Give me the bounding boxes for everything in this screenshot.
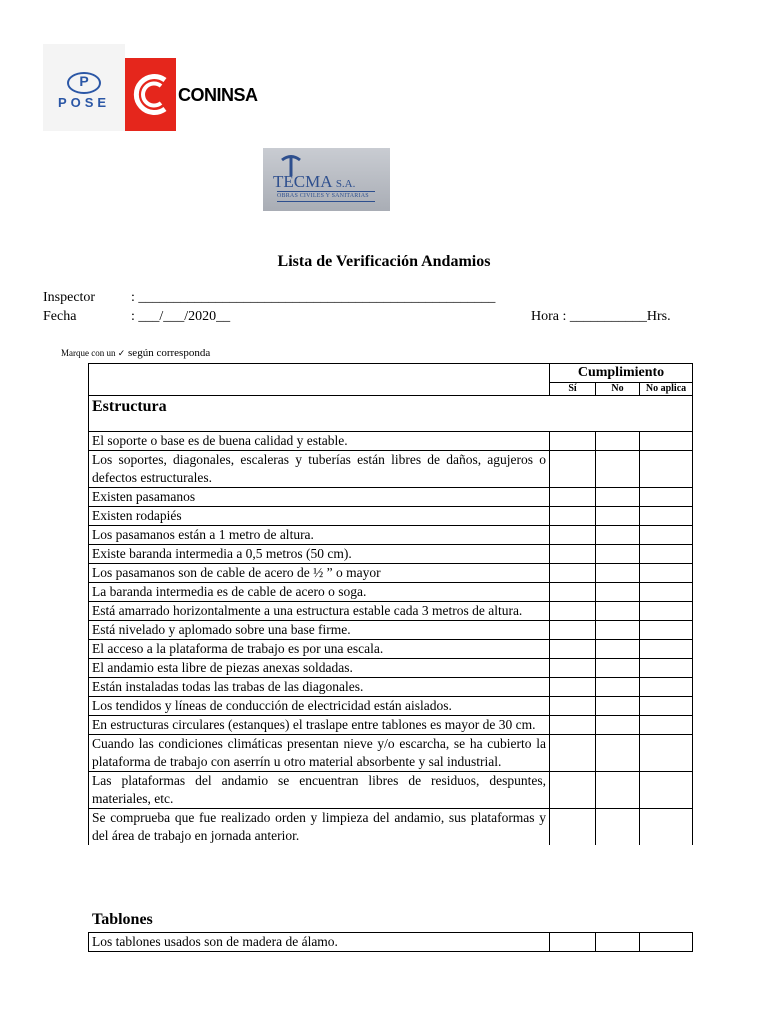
checkbox-no[interactable]	[596, 933, 640, 952]
checklist-item: Existen rodapiés	[89, 507, 550, 526]
table-row	[89, 772, 693, 809]
checkbox-no[interactable]	[596, 659, 640, 678]
table-row	[89, 621, 693, 640]
checkbox-na[interactable]	[640, 451, 693, 488]
checkbox-yes[interactable]	[550, 451, 596, 488]
checkbox-na[interactable]	[640, 488, 693, 507]
checkbox-na[interactable]	[640, 659, 693, 678]
checklist-table-tablones	[88, 932, 693, 952]
checkbox-yes[interactable]	[550, 583, 596, 602]
coninsa-logo-mark	[125, 58, 176, 131]
date-label: Fecha	[43, 309, 77, 324]
checkbox-na[interactable]	[640, 697, 693, 716]
checklist-item: Está nivelado y aplomado sobre una base firme.	[89, 621, 550, 640]
checklist-item: Las plataformas del andamio se encuentran libres de residuos, despuntes, materiales, etc.	[89, 772, 550, 809]
checkbox-yes[interactable]	[550, 772, 596, 809]
checklist-item: El acceso a la plataforma de trabajo es por una escala.	[89, 640, 550, 659]
checkbox-yes[interactable]	[550, 526, 596, 545]
table-row	[89, 488, 693, 507]
checkbox-no[interactable]	[596, 564, 640, 583]
na-column-header: No aplica	[640, 383, 693, 396]
inspector-label: Inspector	[43, 290, 96, 305]
time-field[interactable]: Hora : ___________Hrs.	[531, 309, 671, 324]
checkbox-no[interactable]	[596, 432, 640, 451]
checkbox-na[interactable]	[640, 545, 693, 564]
checkbox-no[interactable]	[596, 809, 640, 846]
checkbox-na[interactable]	[640, 564, 693, 583]
tecma-logo-tagline: OBRAS CIVILES Y SANITARIAS	[277, 193, 369, 199]
checkbox-no[interactable]	[596, 507, 640, 526]
yes-column-header: Sí	[550, 383, 596, 396]
checkbox-na[interactable]	[640, 526, 693, 545]
date-field[interactable]: : ___/___/2020__	[131, 309, 231, 324]
table-row	[89, 432, 693, 451]
checkbox-yes[interactable]	[550, 659, 596, 678]
table-row	[89, 716, 693, 735]
table-row	[89, 602, 693, 621]
checklist-item: Están instaladas todas las trabas de las diagonales.	[89, 678, 550, 697]
checkbox-na[interactable]	[640, 621, 693, 640]
checklist-item: Los soportes, diagonales, escaleras y tuberías están libres de daños, agujeros o defectos estructurales.	[89, 451, 550, 488]
checklist-item: Los tendidos y líneas de conducción de electricidad están aislados.	[89, 697, 550, 716]
checklist-item: El andamio esta libre de piezas anexas soldadas.	[89, 659, 550, 678]
table-row	[89, 640, 693, 659]
checklist-item: Cuando las condiciones climáticas presentan nieve y/o escarcha, se ha cubierto la plataforma de trabajo con aserrín u otro material absorbente y sal industrial.	[89, 735, 550, 772]
checkbox-na[interactable]	[640, 507, 693, 526]
checkbox-na[interactable]	[640, 772, 693, 809]
checkbox-no[interactable]	[596, 716, 640, 735]
checkbox-yes[interactable]	[550, 488, 596, 507]
checklist-item: En estructuras circulares (estanques) el traslape entre tablones es mayor de 30 cm.	[89, 716, 550, 735]
checklist-item: La baranda intermedia es de cable de acero o soga.	[89, 583, 550, 602]
checkbox-na[interactable]	[640, 432, 693, 451]
pose-logo-text: POSE	[57, 95, 111, 110]
checkbox-yes[interactable]	[550, 564, 596, 583]
checkbox-yes[interactable]	[550, 640, 596, 659]
checkbox-yes[interactable]	[550, 602, 596, 621]
instruction-text: Marque con un ✓ según corresponda	[61, 347, 211, 359]
pose-logo-letter: P	[79, 73, 89, 89]
table-row	[89, 933, 693, 952]
checklist-item: Los pasamanos son de cable de acero de ½ ” o mayor	[89, 564, 550, 583]
tecma-logo-text: TECMA S.A.	[273, 172, 356, 191]
table-row	[89, 545, 693, 564]
checkbox-no[interactable]	[596, 621, 640, 640]
checklist-item: Existen pasamanos	[89, 488, 550, 507]
checkbox-yes[interactable]	[550, 697, 596, 716]
table-row	[89, 507, 693, 526]
checkbox-na[interactable]	[640, 716, 693, 735]
checkbox-no[interactable]	[596, 772, 640, 809]
checklist-item: Está amarrado horizontalmente a una estructura estable cada 3 metros de altura.	[89, 602, 550, 621]
tecma-logo	[263, 148, 390, 211]
checkbox-yes[interactable]	[550, 735, 596, 772]
table-row	[89, 526, 693, 545]
checkbox-no[interactable]	[596, 583, 640, 602]
checkbox-no[interactable]	[596, 640, 640, 659]
checkbox-na[interactable]	[640, 735, 693, 772]
checkbox-na[interactable]	[640, 583, 693, 602]
checkbox-no[interactable]	[596, 678, 640, 697]
table-row	[89, 678, 693, 697]
checkbox-no[interactable]	[596, 451, 640, 488]
checkbox-yes[interactable]	[550, 678, 596, 697]
checkbox-yes[interactable]	[550, 809, 596, 846]
checkbox-no[interactable]	[596, 735, 640, 772]
checklist-item: Los tablones usados son de madera de álamo.	[89, 933, 550, 952]
checklist-item: Existe baranda intermedia a 0,5 metros (50 cm).	[89, 545, 550, 564]
table-row	[89, 697, 693, 716]
checklist-item: Los pasamanos están a 1 metro de altura.	[89, 526, 550, 545]
checklist-item: El soporte o base es de buena calidad y estable.	[89, 432, 550, 451]
checkbox-no[interactable]	[596, 526, 640, 545]
inspector-field[interactable]: : ___________________________________________________	[131, 290, 496, 305]
checkbox-yes[interactable]	[550, 716, 596, 735]
table-row	[89, 659, 693, 678]
table-row	[89, 735, 693, 772]
checklist-item: Se comprueba que fue realizado orden y limpieza del andamio, sus plataformas y del área de trabajo en jornada anterior.	[89, 809, 550, 846]
table-row	[89, 583, 693, 602]
table-row	[89, 809, 693, 846]
checkbox-yes[interactable]	[550, 545, 596, 564]
checkbox-yes[interactable]	[550, 432, 596, 451]
table-row	[89, 564, 693, 583]
checkbox-yes[interactable]	[550, 507, 596, 526]
coninsa-logo-text: CONINSA	[178, 85, 258, 105]
checkbox-na[interactable]	[640, 933, 693, 952]
checkbox-no[interactable]	[596, 697, 640, 716]
section-title-tablones: Tablones	[92, 911, 153, 928]
checkbox-na[interactable]	[640, 678, 693, 697]
checklist-table	[88, 363, 693, 845]
checkbox-na[interactable]	[640, 809, 693, 846]
checkbox-na[interactable]	[640, 602, 693, 621]
checkbox-no[interactable]	[596, 545, 640, 564]
no-column-header: No	[596, 383, 640, 396]
document-title: Lista de Verificación Andamios	[277, 253, 491, 270]
checkbox-na[interactable]	[640, 640, 693, 659]
checkbox-yes[interactable]	[550, 621, 596, 640]
section-title-estructura: Estructura	[89, 396, 693, 432]
compliance-header: Cumplimiento	[550, 364, 693, 383]
checkbox-no[interactable]	[596, 488, 640, 507]
header-blank-cell	[89, 364, 550, 396]
checkbox-no[interactable]	[596, 602, 640, 621]
checkbox-yes[interactable]	[550, 933, 596, 952]
table-row	[89, 451, 693, 488]
pose-logo	[43, 44, 125, 131]
